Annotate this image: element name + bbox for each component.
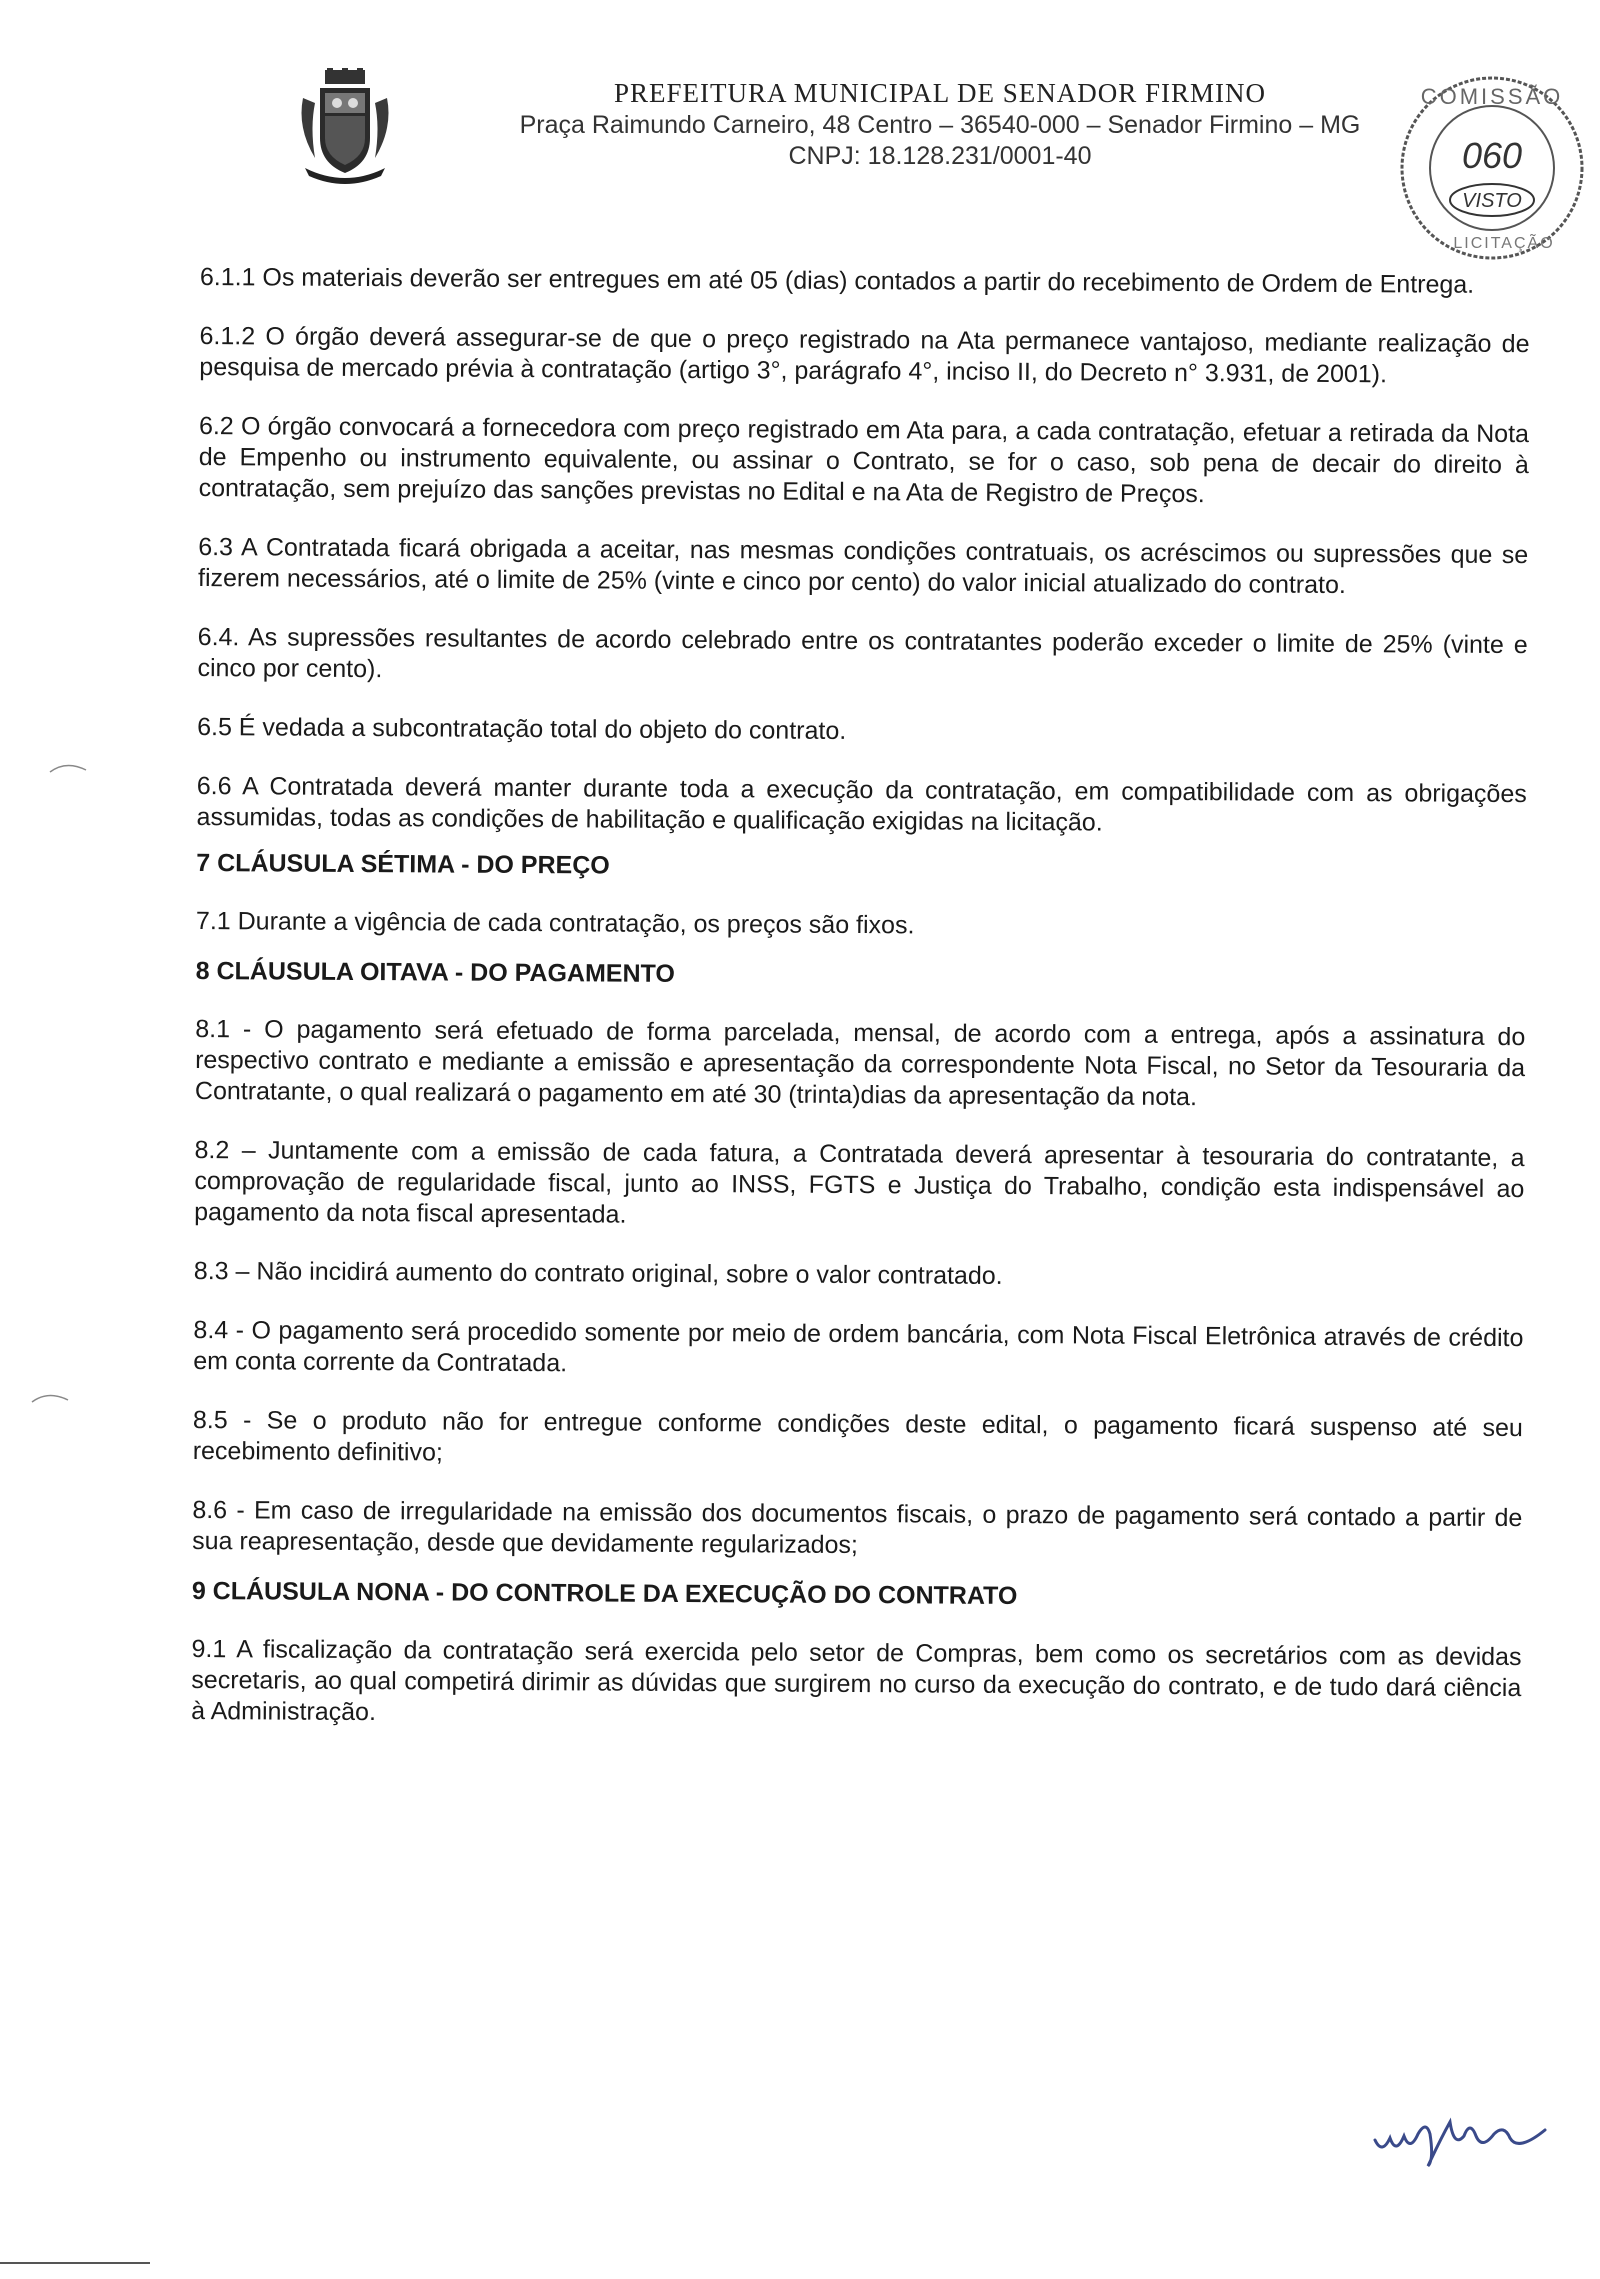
clause-6-2: 6.2 O órgão convocará a fornecedora com preço registrado em Ata para, a cada contratação, efetuar a retirada da Nota de Empenho ou instrumento equivalente, ou assinar o Contrato, se for o caso, sob pena de decair do direito à contratação, sem prejuízo das sanções previstas no Edital e na Ata de Registro de Preços. [198,411,1530,509]
heading-clause-7: 7 CLÁUSULA SÉTIMA - DO PREÇO [196,848,610,880]
clause-6-5: 6.5 É vedada a subcontratação total do objeto do contrato. [197,712,847,745]
handwritten-signature-icon [1370,2100,1550,2170]
svg-text:COMISSÃO: COMISSÃO [1420,84,1564,109]
clause-8-3: 8.3 – Não incidirá aumento do contrato original, sobre o valor contratado. [193,1256,1003,1290]
margin-mark-icon [30,1390,70,1404]
clause-8-4: 8.4 - O pagamento será procedido somente por meio de ordem bancária, com Nota Fiscal Eletrônica através de crédito em conta corrente da Contratada. [193,1315,1524,1378]
clause-8-1: 8.1 - O pagamento será efetuado de forma parcelada, mensal, de acordo com a entrega, após a assinatura do respectivo contrato e mediante a emissão e apresentação da correspondente Nota Fiscal, no Setor da Tesouraria da Contratante, o qual realizará o pagamento em até 30 (trinta)dias da apresentação da nota. [194,1014,1526,1112]
clause-6-6: 6.6 A Contratada deverá manter durante toda a execução da contratação, em compatibilidade com as obrigações assumidas, todas as condições de habilitação e qualificação exigidas na licitação. [196,771,1527,837]
clause-6-3: 6.3 A Contratada ficará obrigada a aceitar, nas mesmas condições contratuais, os acréscimos ou supressões que se fizerem necessários, até o limite de 25% (vinte e cinco por cento) do valor inicial atualizado do contrato. [197,532,1529,600]
letterhead-address: Praça Raimundo Carneiro, 48 Centro – 36540-000 – Senador Firmino – MG [519,111,1361,139]
heading-clause-9: 9 CLÁUSULA NONA - DO CONTROLE DA EXECUÇÃO DO CONTRATO [191,1576,1018,1611]
letterhead [440,78,1440,171]
letterhead-title: PREFEITURA MUNICIPAL DE SENADOR FIRMINO [613,78,1267,108]
clause-8-2: 8.2 – Juntamente com a emissão de cada fatura, a Contratada deverá apresentar à tesouraria do contratante, a comprovação de regularidade fiscal, junto ao INSS, FGTS e Justiça do Trabalho, condição esta indispensável ao pagamento da nota fiscal apresentada. [194,1135,1525,1229]
margin-mark-icon [48,760,88,774]
document-body [191,262,1530,1763]
svg-text:060: 060 [1461,135,1523,176]
clause-6-4: 6.4. As supressões resultantes de acordo celebrado entre os contratantes poderão exceder o limite de 25% (vinte e cinco por cento). [197,622,1528,684]
clause-9-1: 9.1 A fiscalização da contratação será exercida pelo setor de Compras, bem como os secretários com as devidas secretaris, ao qual competirá dirimir as dúvidas que surgirem no curso da execução do contrato, e de tudo dará ciência à Administração. [191,1634,1522,1727]
clause-8-6: 8.6 - Em caso de irregularidade na emissão dos documentos fiscais, o prazo de pagamento será contado a partir de sua reapresentação, desde que devidamente regularizados; [192,1495,1523,1560]
clause-6-1-2: 6.1.2 O órgão deverá assegurar-se de que o preço registrado na Ata permanece vantajoso, mediante realização de pesquisa de mercado prévia à contratação (artigo 3°, parágrafo 4°, inciso II, do Decreto n° 3.931, de 2001). [199,321,1530,389]
scan-edge-line [0,2262,150,2264]
clause-7-1: 7.1 Durante a vigência de cada contratação, os preços são fixos. [195,906,915,940]
svg-text:LICITAÇÃO: LICITAÇÃO [1453,235,1555,252]
svg-text:VISTO: VISTO [1462,190,1522,212]
heading-clause-8: 8 CLÁUSULA OITAVA - DO PAGAMENTO [195,956,675,988]
commission-stamp-icon [1392,68,1592,268]
clause-8-5: 8.5 - Se o produto não for entregue conforme condições deste edital, o pagamento ficará suspenso até seu recebimento definitivo; [192,1405,1523,1467]
clause-6-1-1: 6.1.1 Os materiais deverão ser entregues em até 05 (dias) contados a partir do recebimento de Ordem de Entrega. [199,262,1475,299]
letterhead-cnpj: CNPJ: 18.128.231/0001-40 [788,142,1092,170]
municipal-crest-icon [295,68,395,186]
